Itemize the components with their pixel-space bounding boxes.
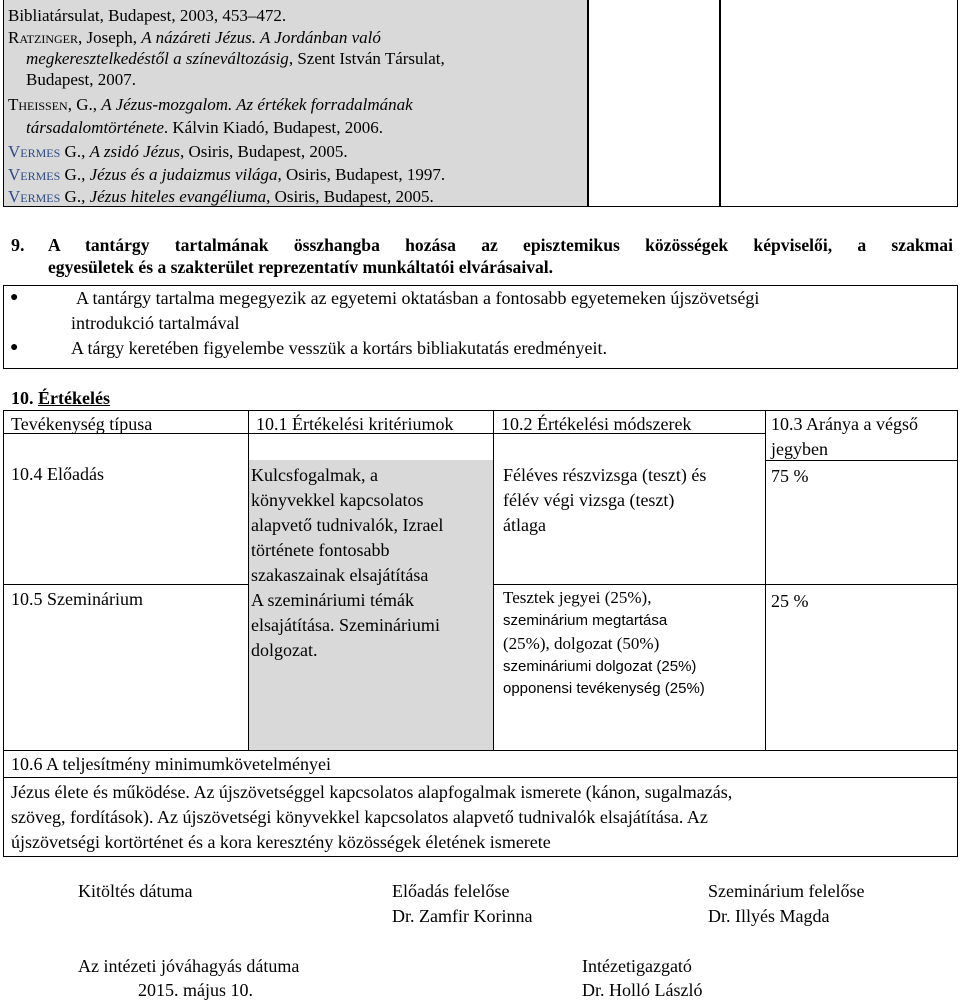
requirements-text: Jézus élete és működése. Az újszövetséggel kapcsolatos alapfogalmak ismerete (kánon, sugalmazás, szöveg, fordítások). Az újszövetségi könyvekkel kapcsolatos alapvető tudnivalók elsajátítása. Az újszövetségi kortörténet és a kora keresztény közösségek életének ismerete (11, 782, 733, 852)
row-methods: Tesztek jegyei (25%), szeminárium megtartása (25%), dolgozat (50%) szemináriumi dolgozat (25%) opponensi tevékenység (25%) (503, 588, 705, 697)
row-ratio: 75 % (771, 466, 809, 486)
table-rule (248, 410, 249, 750)
section9-number: 9. (11, 235, 25, 255)
row-criteria: A szemináriumi témák elsajátítása. Szemináriumi dolgozat. (251, 590, 440, 660)
section9-heading-line2: egyesületek és a szakterület reprezentatív munkáltatói elvárásaival. (48, 257, 554, 277)
col-header-criteria: 10.1 Értékelési kritériumok (256, 414, 454, 434)
table-rule (493, 410, 494, 750)
bib-entry: Vermes G., Jézus hiteles evangéliuma, Osiris, Budapest, 2005. (8, 187, 434, 206)
bib-entry: Ratzinger, Joseph, A názáreti Jézus. A Jordánban való (8, 28, 381, 47)
director-name: Dr. Holló László (582, 980, 703, 1000)
bullet-text: A tantárgy tartalma megegyezik az egyetemi oktatásban a fontosabb egyetemeken újszövetségi (76, 288, 760, 308)
row-ratio: 25 % (771, 591, 809, 611)
approval-date: 2015. május 10. (138, 980, 253, 1000)
seminar-responsible-name: Dr. Illyés Magda (708, 906, 830, 926)
bullet-text: A tárgy keretében figyelembe vesszük a kortárs bibliakutatás eredményeit. (71, 338, 607, 358)
bib-entry: Bibliatársulat, Budapest, 2003, 453–472. (8, 6, 287, 25)
table-rule (3, 750, 957, 751)
section9-heading-line1: A tantárgy tartalmának összhangba hozása az episztemikus közösségek képviselői, a szakmai (48, 235, 953, 255)
col-header-ratio: 10.3 Aránya a végső (771, 414, 918, 434)
bullet-icon: ● (10, 340, 19, 355)
approval-date-label: Az intézeti jóváhagyás dátuma (78, 956, 300, 976)
table-rule (765, 410, 766, 750)
empty-cell (720, 0, 958, 207)
row-type: 10.5 Szeminárium (11, 589, 143, 609)
bib-entry: Theißen, G., A Jézus-mozgalom. Az értékek forradalmának (8, 95, 413, 114)
table-rule (765, 460, 957, 461)
lecture-responsible-label: Előadás felelőse (392, 881, 510, 901)
row-criteria: Kulcsfogalmak, a könyvekkel kapcsolatos alapvető tudnivalók, Izrael története fontosabb szakaszainak elsajátítása (251, 465, 444, 585)
bib-entry: Vermes G., Jézus és a judaizmus világa, Osiris, Budapest, 1997. (8, 165, 446, 184)
table-rule (3, 584, 248, 585)
director-label: Intézetigazgató (582, 956, 692, 976)
col-header-type: Tevékenység típusa (11, 414, 153, 434)
bullet-icon: ● (10, 290, 19, 305)
lecture-responsible-name: Dr. Zamfir Korinna (392, 906, 533, 926)
col-header-methods: 10.2 Értékelési módszerek (501, 414, 692, 434)
table-rule (3, 777, 957, 778)
bullet-text-cont: introdukció tartalmával (71, 313, 240, 333)
bib-entry: Budapest, 2007. (26, 70, 137, 89)
bib-entry: társadalomtörténete. Kálvin Kiadó, Budapest, 2006. (26, 118, 383, 137)
bib-entry: Vermes G., A zsidó Jézus, Osiris, Budapest, 2005. (8, 142, 348, 161)
bib-entry: megkeresztelkedéstől a színeváltozásig, Szent István Társulat, (26, 49, 445, 68)
section10-heading: 10. Értékelés (11, 388, 110, 408)
fill-date-label: Kitöltés dátuma (78, 881, 193, 901)
row-methods: Féléves részvizsga (teszt) és félév végi vizsga (teszt) átlaga (503, 465, 707, 535)
col-header-ratio-cont: jegyben (771, 439, 828, 459)
requirements-heading: 10.6 A teljesítmény minimumkövetelményei (11, 754, 331, 774)
seminar-responsible-label: Szeminárium felelőse (708, 881, 865, 901)
table-rule (493, 584, 957, 585)
empty-cell (588, 0, 720, 207)
row-type: 10.4 Előadás (11, 464, 104, 484)
